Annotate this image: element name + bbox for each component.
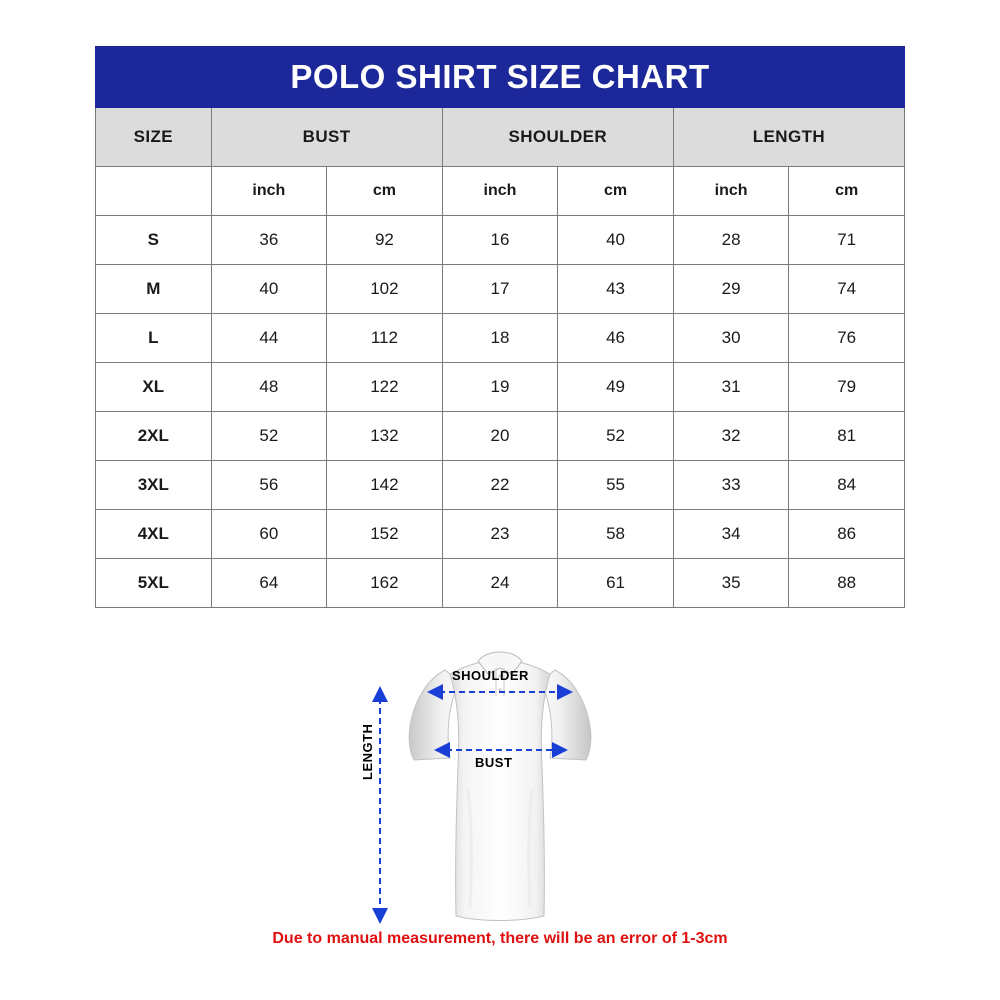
cell-length-cm: 74 <box>789 265 905 314</box>
cell-bust-cm: 162 <box>327 559 443 608</box>
cell-bust-inch: 40 <box>211 265 327 314</box>
cell-length-cm: 84 <box>789 461 905 510</box>
cell-bust-inch: 48 <box>211 363 327 412</box>
cell-length-inch: 32 <box>673 412 789 461</box>
table-title-row <box>96 47 905 108</box>
header-shoulder: SHOULDER <box>442 108 673 167</box>
table-row <box>96 216 905 265</box>
cell-size: M <box>96 265 212 314</box>
cell-length-inch: 33 <box>673 461 789 510</box>
cell-shoulder-cm: 40 <box>558 216 674 265</box>
cell-shoulder-inch: 19 <box>442 363 558 412</box>
header-bust: BUST <box>211 108 442 167</box>
cell-bust-cm: 122 <box>327 363 443 412</box>
cell-shoulder-inch: 18 <box>442 314 558 363</box>
unit-shoulder-inch: inch <box>442 167 558 216</box>
unit-length-cm: cm <box>789 167 905 216</box>
length-label: LENGTH <box>360 723 375 780</box>
table-unit-row <box>96 167 905 216</box>
cell-size: 5XL <box>96 559 212 608</box>
cell-length-inch: 30 <box>673 314 789 363</box>
header-length: LENGTH <box>673 108 904 167</box>
cell-shoulder-cm: 49 <box>558 363 674 412</box>
table-group-header-row <box>96 108 905 167</box>
cell-size: 4XL <box>96 510 212 559</box>
cell-shoulder-inch: 22 <box>442 461 558 510</box>
size-chart-container <box>95 46 905 608</box>
cell-length-inch: 29 <box>673 265 789 314</box>
cell-length-cm: 86 <box>789 510 905 559</box>
table-row <box>96 461 905 510</box>
cell-size: S <box>96 216 212 265</box>
cell-bust-cm: 152 <box>327 510 443 559</box>
table-row <box>96 559 905 608</box>
cell-length-inch: 35 <box>673 559 789 608</box>
cell-length-cm: 81 <box>789 412 905 461</box>
cell-shoulder-inch: 16 <box>442 216 558 265</box>
size-chart-table <box>95 46 905 608</box>
cell-bust-inch: 52 <box>211 412 327 461</box>
cell-bust-inch: 36 <box>211 216 327 265</box>
cell-shoulder-cm: 46 <box>558 314 674 363</box>
unit-bust-inch: inch <box>211 167 327 216</box>
table-row <box>96 265 905 314</box>
table-row <box>96 363 905 412</box>
cell-shoulder-cm: 52 <box>558 412 674 461</box>
cell-shoulder-cm: 61 <box>558 559 674 608</box>
cell-shoulder-cm: 43 <box>558 265 674 314</box>
cell-bust-cm: 142 <box>327 461 443 510</box>
cell-size: L <box>96 314 212 363</box>
cell-bust-cm: 102 <box>327 265 443 314</box>
cell-length-inch: 28 <box>673 216 789 265</box>
cell-length-cm: 76 <box>789 314 905 363</box>
cell-shoulder-cm: 55 <box>558 461 674 510</box>
cell-length-cm: 71 <box>789 216 905 265</box>
table-row <box>96 314 905 363</box>
unit-blank <box>96 167 212 216</box>
table-row <box>96 412 905 461</box>
shoulder-label: SHOULDER <box>452 668 529 683</box>
measurement-diagram <box>0 630 1000 940</box>
cell-length-cm: 88 <box>789 559 905 608</box>
cell-shoulder-inch: 24 <box>442 559 558 608</box>
measurement-note: Due to manual measurement, there will be an error of 1-3cm <box>272 930 728 947</box>
cell-shoulder-inch: 20 <box>442 412 558 461</box>
unit-bust-cm: cm <box>327 167 443 216</box>
bust-label: BUST <box>475 755 513 770</box>
cell-shoulder-inch: 17 <box>442 265 558 314</box>
table-row <box>96 510 905 559</box>
unit-length-inch: inch <box>673 167 789 216</box>
cell-bust-inch: 56 <box>211 461 327 510</box>
cell-size: 3XL <box>96 461 212 510</box>
cell-bust-inch: 64 <box>211 559 327 608</box>
cell-bust-inch: 60 <box>211 510 327 559</box>
cell-length-inch: 31 <box>673 363 789 412</box>
cell-bust-cm: 92 <box>327 216 443 265</box>
cell-bust-cm: 112 <box>327 314 443 363</box>
header-size: SIZE <box>96 108 212 167</box>
cell-shoulder-cm: 58 <box>558 510 674 559</box>
cell-bust-inch: 44 <box>211 314 327 363</box>
page-title: POLO SHIRT SIZE CHART <box>96 47 905 108</box>
cell-length-inch: 34 <box>673 510 789 559</box>
cell-shoulder-inch: 23 <box>442 510 558 559</box>
cell-size: XL <box>96 363 212 412</box>
cell-length-cm: 79 <box>789 363 905 412</box>
cell-bust-cm: 132 <box>327 412 443 461</box>
cell-size: 2XL <box>96 412 212 461</box>
unit-shoulder-cm: cm <box>558 167 674 216</box>
